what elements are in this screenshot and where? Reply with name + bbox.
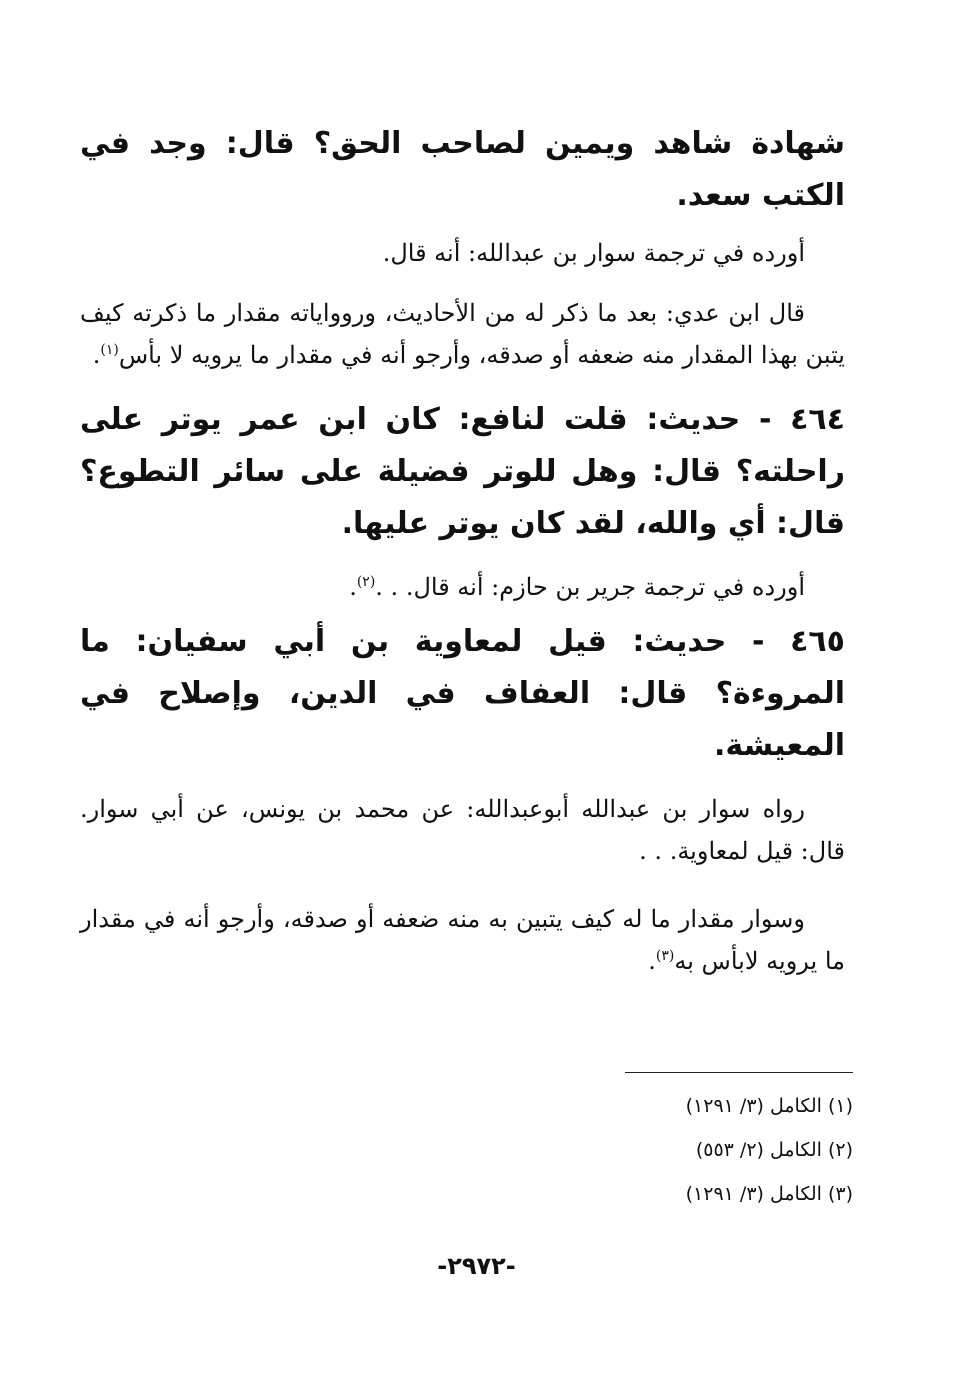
hadith-464-text: ٤٦٤ - حديث: قلت لنافع: كان ابن عمر يوتر على راحلته؟ قال: وهل للوتر فضيلة على سائر التطوع؟ قال: أي والله، لقد كان يوتر عليها. xyxy=(80,402,845,541)
paragraph-1 xyxy=(80,118,845,222)
paragraph-5-text: أورده في ترجمة جرير بن حازم: أنه قال. . . xyxy=(375,573,805,601)
paragraph-5 xyxy=(80,566,845,608)
paragraph-8 xyxy=(80,898,845,982)
paragraph-8-end: . xyxy=(648,947,656,975)
footnote-3: (٣) الكامل (٣/ ١٢٩١) xyxy=(685,1183,853,1205)
footnote-marker-1: (١) xyxy=(100,342,119,358)
paragraph-3-end: . xyxy=(92,341,101,369)
paragraph-2 xyxy=(80,232,845,274)
main-text-block xyxy=(80,118,845,982)
footnote-marker-3: (٣) xyxy=(655,948,675,964)
paragraph-3-text: قال ابن عدي: بعد ما ذكر له من الأحاديث، وروواياته مقدار ما ذكرته كيف يتبن بهذا المقدار منه ضعفه أو صدقه، وأرجو أنه في مقدار ما يرويه لا بأس xyxy=(80,299,845,369)
footnote-2: (٢) الكامل (٢/ ٥٥٣) xyxy=(695,1139,853,1161)
paragraph-7-text: رواه سوار بن عبدالله أبوعبدالله: عن محمد بن يونس، عن أبي سوار. قال: قيل لمعاوية. . . xyxy=(80,795,845,865)
paragraph-3 xyxy=(80,292,845,376)
hadith-465 xyxy=(80,616,845,772)
page-number: -٢٩٧٢- xyxy=(437,1252,516,1280)
footnote-1: (١) الكامل (٣/ ١٢٩١) xyxy=(685,1095,853,1117)
paragraph-1-text: شهادة شاهد ويمين لصاحب الحق؟ قال: وجد في الكتب سعد. xyxy=(80,126,845,213)
footnotes-block xyxy=(533,1084,853,1216)
paragraph-7 xyxy=(80,788,845,872)
hadith-464 xyxy=(80,394,845,550)
paragraph-5-end: . xyxy=(349,573,357,601)
paragraph-2-text: أورده في ترجمة سوار بن عبدالله: أنه قال. xyxy=(382,239,805,267)
paragraph-8-text: وسوار مقدار ما له كيف يتبين به منه ضعفه أو صدقه، وأرجو أنه في مقدار ما يرويه لابأس به xyxy=(80,905,845,975)
footnote-divider xyxy=(625,1072,853,1073)
footnote-marker-2: (٢) xyxy=(356,574,376,590)
hadith-465-text: ٤٦٥ - حديث: قيل لمعاوية بن أبي سفيان: ما المروءة؟ قال: العفاف في الدين، وإصلاح في المعيشة. xyxy=(80,624,845,763)
